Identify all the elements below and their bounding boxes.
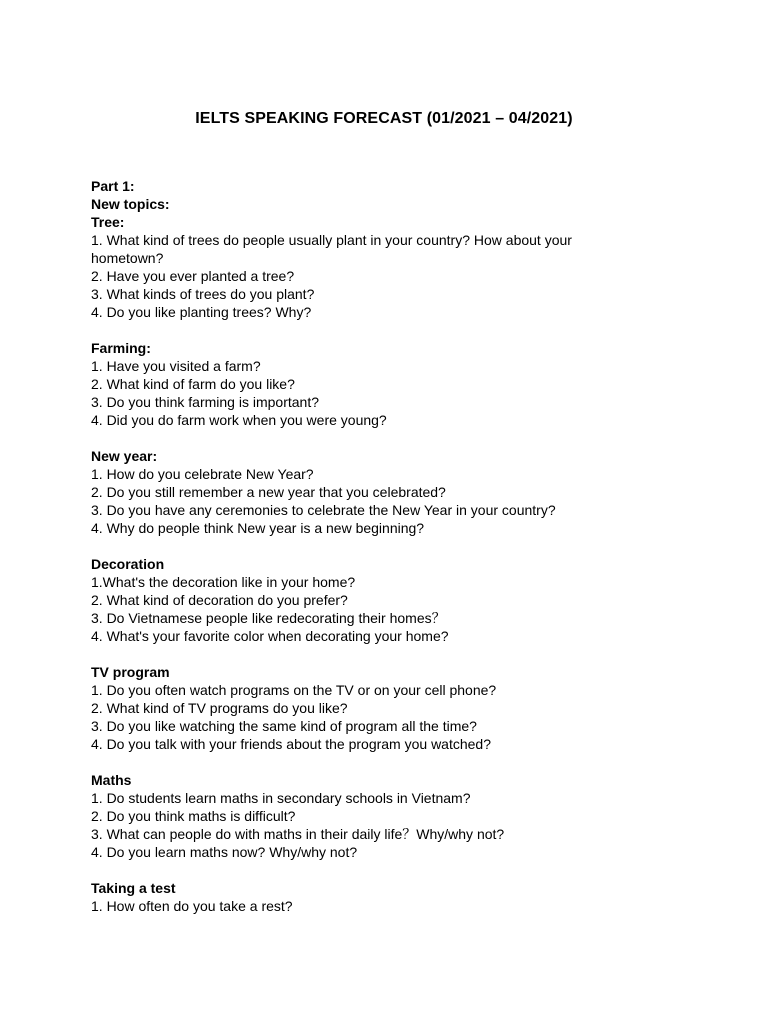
topic-section-tree (91, 213, 691, 321)
question-item: 2. Have you ever planted a tree? (91, 268, 295, 284)
part-label: Part 1: (91, 178, 135, 194)
topic-section-maths (91, 771, 691, 861)
topic-heading: Tree: (91, 214, 125, 230)
topic-section-new-year (91, 447, 691, 537)
question-item: 3. Do you think farming is important? (91, 394, 319, 410)
topic-heading: Decoration (91, 556, 165, 572)
topic-section-decoration (91, 555, 691, 645)
topic-heading: TV program (91, 664, 170, 680)
question-item: 4. Do you learn maths now? Why/why not? (91, 844, 358, 860)
question-item: 3. Do Vietnamese people like redecorating their homes？ (91, 610, 446, 626)
question-item: 1. Do students learn maths in secondary schools in Vietnam? (91, 790, 471, 806)
topic-heading: Maths (91, 772, 132, 788)
question-item: 3. Do you have any ceremonies to celebrate the New Year in your country? (91, 502, 556, 518)
question-item: 4. Why do people think New year is a new beginning? (91, 520, 425, 536)
question-item: 4. Do you talk with your friends about the program you watched? (91, 736, 491, 752)
new-topics-label: New topics: (91, 196, 170, 212)
question-item: 2. Do you think maths is difficult? (91, 808, 296, 824)
document-body (91, 177, 691, 915)
question-item: 1.What's the decoration like in your home? (91, 574, 356, 590)
topic-section-farming (91, 339, 691, 429)
question-item: 1. What kind of trees do people usually plant in your country? How about your hometown? (91, 232, 576, 266)
question-item: 4. Do you like planting trees? Why? (91, 304, 312, 320)
question-item: 1. How often do you take a rest? (91, 898, 293, 914)
question-item: 4. What's your favorite color when decorating your home? (91, 628, 449, 644)
question-item: 3. Do you like watching the same kind of program all the time? (91, 718, 477, 734)
question-item: 1. How do you celebrate New Year? (91, 466, 314, 482)
question-item: 2. What kind of farm do you like? (91, 376, 295, 392)
question-item: 3. What can people do with maths in their daily life？Why/why not? (91, 826, 505, 842)
question-item: 3. What kinds of trees do you plant? (91, 286, 315, 302)
question-item: 2. What kind of TV programs do you like? (91, 700, 348, 716)
question-item: 4. Did you do farm work when you were young? (91, 412, 387, 428)
topic-section-tv-program (91, 663, 691, 753)
topic-heading: New year: (91, 448, 158, 464)
question-item: 2. What kind of decoration do you prefer? (91, 592, 348, 608)
question-item: 1. Do you often watch programs on the TV or on your cell phone? (91, 682, 497, 698)
topic-heading: Farming: (91, 340, 151, 356)
document-title: IELTS SPEAKING FORECAST (01/2021 – 04/2021) (195, 110, 573, 127)
topic-heading: Taking a test (91, 880, 176, 896)
topic-section-taking-a-test (91, 879, 691, 915)
question-item: 2. Do you still remember a new year that you celebrated? (91, 484, 446, 500)
question-item: 1. Have you visited a farm? (91, 358, 261, 374)
